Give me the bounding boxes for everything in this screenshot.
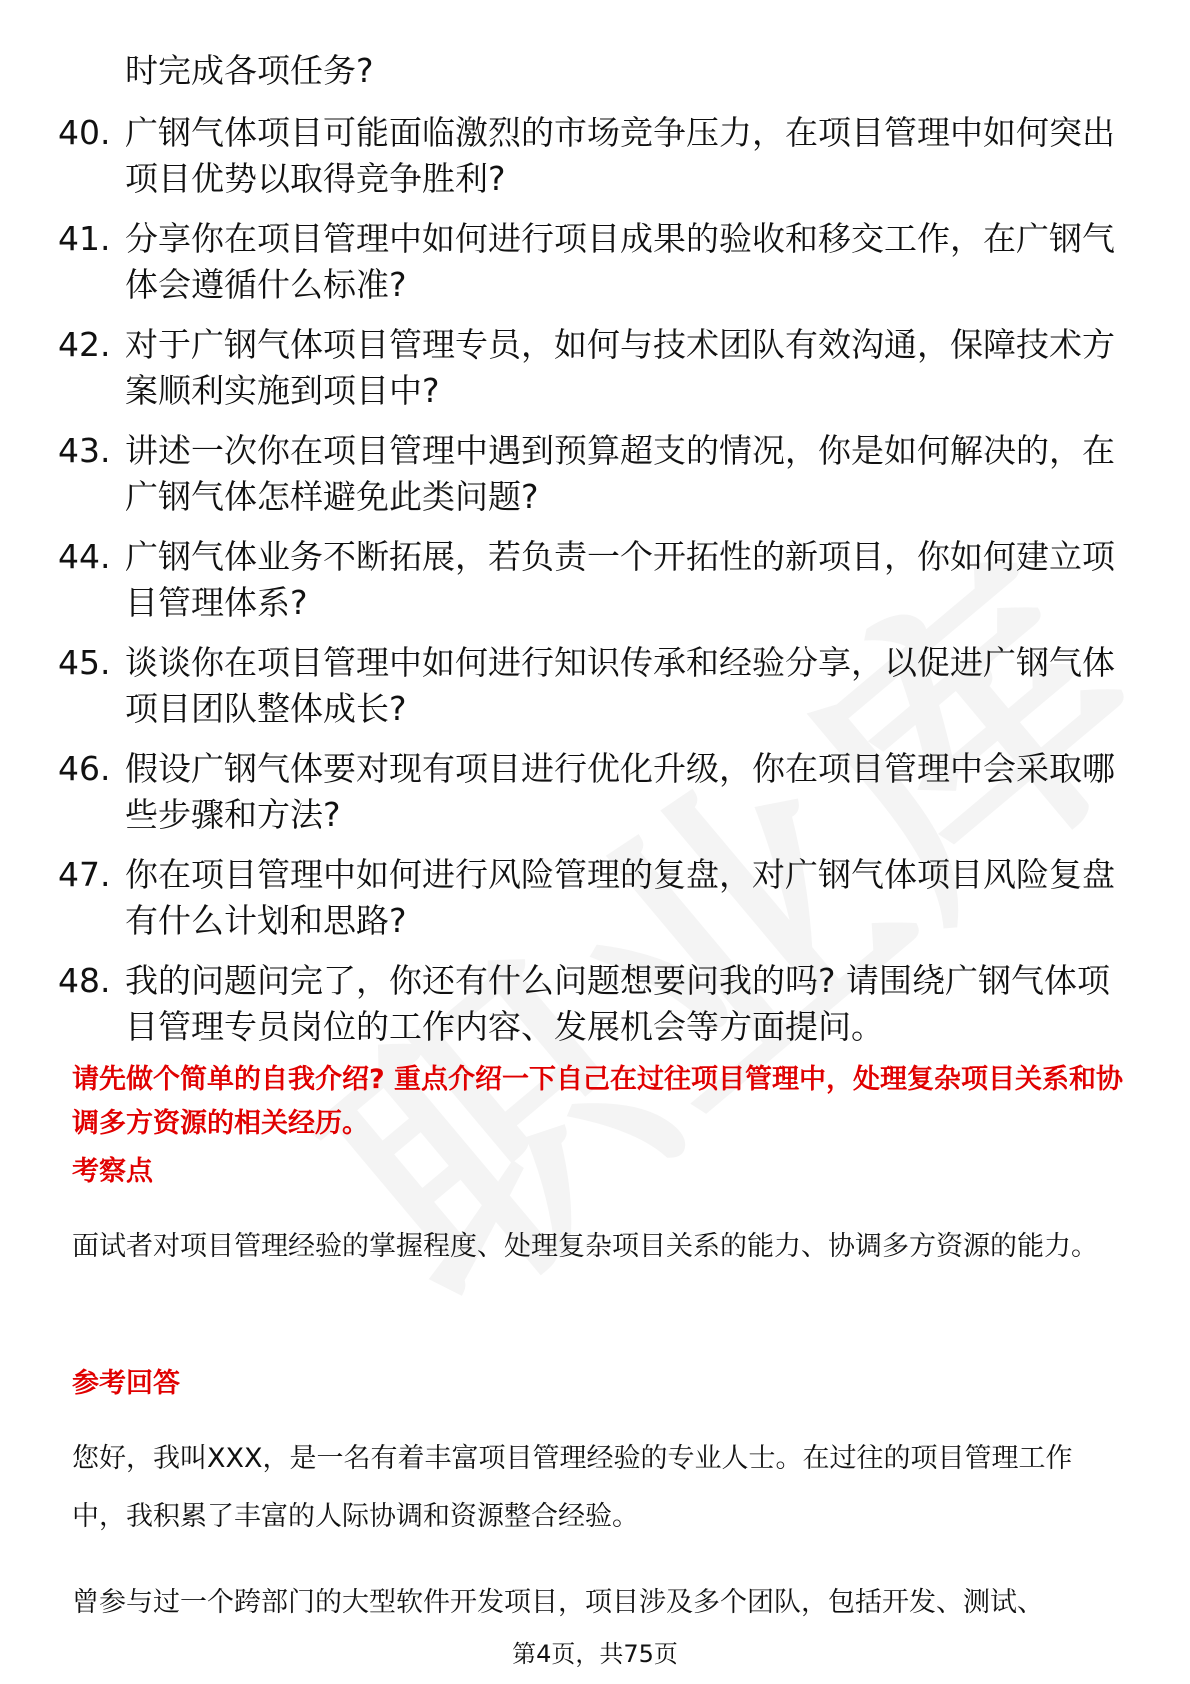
question-item bbox=[58, 640, 1118, 732]
question-number: 43. bbox=[58, 431, 111, 470]
question-text: 讲述一次你在项目管理中遇到预算超支的情况，你是如何解决的，在广钢气体怎样避免此类问题? bbox=[125, 431, 1115, 516]
question-number: 48. bbox=[58, 961, 111, 1000]
question-number: 46. bbox=[58, 749, 111, 788]
question-text: 广钢气体项目可能面临激烈的市场竞争压力，在项目管理中如何突出项目优势以取得竞争胜利? bbox=[125, 113, 1115, 198]
question-number: 44. bbox=[58, 537, 111, 576]
question-item bbox=[58, 110, 1118, 202]
question-number: 42. bbox=[58, 325, 111, 364]
question-item bbox=[58, 852, 1118, 944]
question-item bbox=[58, 428, 1118, 520]
question-text: 我的问题问完了，你还有什么问题想要问我的吗? 请围绕广钢气体项目管理专员岗位的工作内容、发展机会等方面提问。 bbox=[125, 961, 1111, 1046]
question-text: 你在项目管理中如何进行风险管理的复盘，对广钢气体项目风险复盘有什么计划和思路? bbox=[125, 855, 1115, 940]
question-number: 40. bbox=[58, 113, 111, 152]
question-item bbox=[58, 534, 1118, 626]
page-number: 第4页，共75页 bbox=[512, 1640, 678, 1668]
question-text: 谈谈你在项目管理中如何进行知识传承和经验分享，以促进广钢气体项目团队整体成长? bbox=[125, 643, 1115, 728]
question-item bbox=[58, 216, 1118, 308]
question-number: 45. bbox=[58, 643, 111, 682]
focus-text: 面试者对项目管理经验的掌握程度、处理复杂项目关系的能力、协调多方资源的能力。 bbox=[72, 1231, 1098, 1262]
focus-heading: 考察点 bbox=[72, 1156, 153, 1187]
question-continuation: 时完成各项任务? bbox=[125, 51, 374, 90]
question-number: 47. bbox=[58, 855, 111, 894]
answer-paragraph: 您好，我叫XXX，是一名有着丰富项目管理经验的专业人士。在过往的项目管理工作中，我积累了丰富的人际协调和资源整合经验。 bbox=[72, 1443, 1073, 1532]
question-list bbox=[58, 110, 1118, 1064]
question-text: 假设广钢气体要对现有项目进行优化升级，你在项目管理中会采取哪些步骤和方法? bbox=[125, 749, 1115, 834]
answer-heading: 参考回答 bbox=[72, 1368, 180, 1399]
highlight-question: 请先做个简单的自我介绍? 重点介绍一下自己在过往项目管理中，处理复杂项目关系和协调多方资源的相关经历。 bbox=[72, 1064, 1124, 1139]
question-text: 对于广钢气体项目管理专员，如何与技术团队有效沟通，保障技术方案顺利实施到项目中? bbox=[125, 325, 1115, 410]
answer-paragraph: 曾参与过一个跨部门的大型软件开发项目，项目涉及多个团队，包括开发、测试、 bbox=[72, 1587, 1044, 1618]
question-item bbox=[58, 958, 1118, 1050]
question-number: 41. bbox=[58, 219, 111, 258]
question-text: 分享你在项目管理中如何进行项目成果的验收和移交工作，在广钢气体会遵循什么标准? bbox=[125, 219, 1115, 304]
question-text: 广钢气体业务不断拓展，若负责一个开拓性的新项目，你如何建立项目管理体系? bbox=[125, 537, 1115, 622]
question-item bbox=[58, 746, 1118, 838]
question-item bbox=[58, 322, 1118, 414]
